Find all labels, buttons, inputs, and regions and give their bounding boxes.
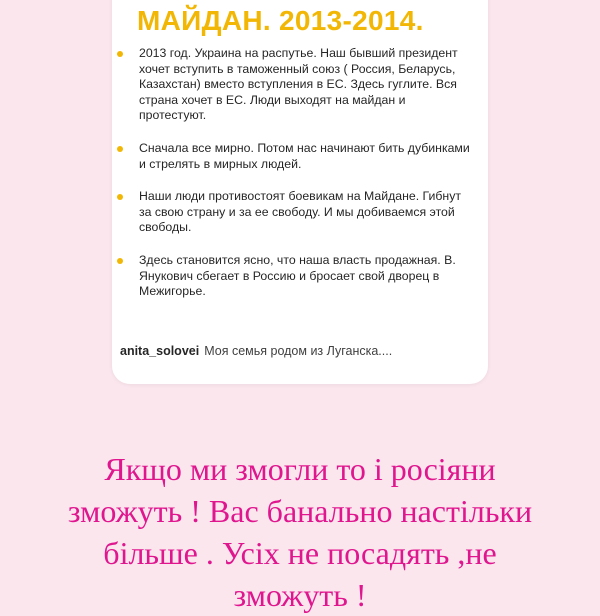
post-caption [120, 344, 392, 358]
bullet-text: Наши люди противостоят боевикам на Майдане. Гибнут за свою страну и за ее свободу. И мы добиваемся этой свободы. [139, 189, 461, 235]
bullet-text: 2013 год. Украина на распутье. Наш бывший президент хочет вступить в таможенный союз ( Россия, Беларусь, Казахстан) вместо вступления в ЕС. Здесь гуглите. Вся страна хочет в ЕС. Люди выходят на майдан и протестуют. [139, 46, 458, 123]
overlay-line: зможуть ! Вас банально настільки [67, 493, 533, 529]
bullet-dot-icon [117, 51, 123, 57]
overlay-line: зможуть ! [233, 577, 367, 613]
bullet-list [112, 46, 488, 317]
bullet-text: Здесь становится ясно, что наша власть продажная. В. Янукович сбегает в Россию и бросает свой дворец в Межигорье. [139, 252, 456, 299]
bullet-dot-icon [117, 194, 123, 200]
overlay-line: Якщо ми змогли то і росіяни [104, 451, 496, 487]
bullet-dot-icon [117, 146, 123, 152]
caption-username[interactable]: anita_solovei [120, 344, 200, 358]
caption-text: Моя семья родом из Луганска.... [204, 344, 393, 358]
bullet-text: Сначала все мирно. Потом нас начинают бить дубинками и стрелять в мирных людей. [139, 140, 470, 171]
reposted-post-card[interactable] [112, 0, 488, 384]
bullet-item [117, 141, 474, 172]
bullet-item [117, 189, 474, 236]
overlay-line: більше . Усіх не посадять ,не [103, 535, 497, 571]
bullet-item [117, 46, 474, 124]
bullet-item [117, 253, 474, 300]
post-title: МАЙДАН. 2013-2014. [137, 5, 424, 36]
bullet-dot-icon [117, 258, 123, 264]
story-overlay-text [20, 448, 580, 616]
